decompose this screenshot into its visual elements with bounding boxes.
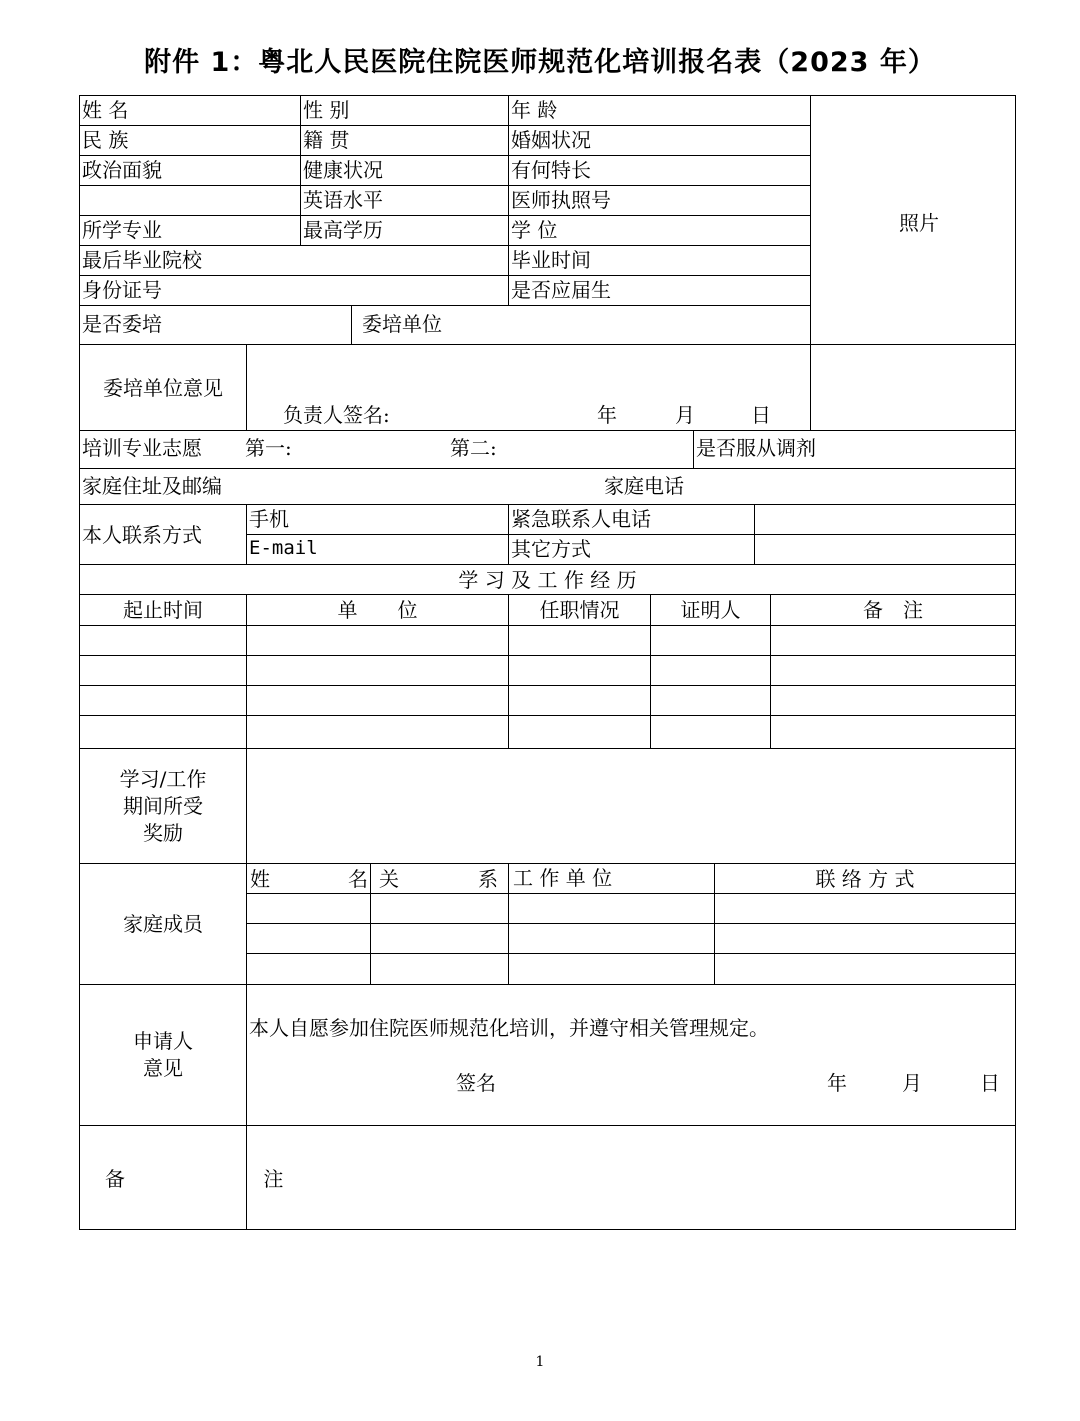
applicant-day-label: 日 xyxy=(980,1071,1000,1095)
history-cell[interactable] xyxy=(246,715,509,749)
month-label: 月 xyxy=(675,403,695,427)
emergency-phone-label: 紧急联系人电话 xyxy=(508,504,755,535)
remarks-label: 备 注 xyxy=(105,1167,350,1191)
history-cell[interactable] xyxy=(508,625,651,656)
blank-cell[interactable] xyxy=(754,504,1016,535)
blank-cell[interactable] xyxy=(754,534,1016,565)
family-cell[interactable] xyxy=(714,923,1016,954)
name-label: 姓 名 xyxy=(79,95,301,126)
commissioned-label: 是否委培 xyxy=(79,305,352,345)
family-cell[interactable] xyxy=(508,923,715,954)
first-choice-label: 第一: xyxy=(245,436,292,460)
commission-opinion-label: 委培单位意见 xyxy=(79,344,247,431)
accept-adjustment-label: 是否服从调剂 xyxy=(693,430,1016,469)
applicant-month-label: 月 xyxy=(902,1071,922,1095)
remarks-box[interactable] xyxy=(246,1125,1016,1230)
degree-label: 学 位 xyxy=(508,215,811,246)
specialty-label: 有何特长 xyxy=(508,155,811,186)
history-cell[interactable] xyxy=(650,715,771,749)
principal-sign-label: 负责人签名: xyxy=(283,403,390,427)
year-label: 年 xyxy=(597,403,617,427)
family-header-name xyxy=(246,863,371,894)
age-label: 年 龄 xyxy=(508,95,811,126)
family-cell[interactable] xyxy=(508,953,715,985)
family-label: 家庭成员 xyxy=(79,863,247,985)
id-card-label: 身份证号 xyxy=(79,275,509,306)
address-label: 家庭住址及邮编 xyxy=(82,474,222,498)
form-title: 附件 1：粤北人民医院住院医师规范化培训报名表（2023 年） xyxy=(144,47,936,78)
ethnicity-label: 民 族 xyxy=(79,125,301,156)
history-cell[interactable] xyxy=(508,655,651,686)
family-header-workplace: 工 作 单 位 xyxy=(508,863,715,894)
history-cell[interactable] xyxy=(79,715,247,749)
history-cell[interactable] xyxy=(79,625,247,656)
license-number-label: 医师执照号 xyxy=(508,185,811,216)
family-header-contact: 联 络 方 式 xyxy=(714,863,1016,894)
history-cell[interactable] xyxy=(650,625,771,656)
health-status-label: 健康状况 xyxy=(300,155,509,186)
family-cell[interactable] xyxy=(370,923,509,954)
english-level-label: 英语水平 xyxy=(300,185,509,216)
history-cell[interactable] xyxy=(770,655,1016,686)
second-choice-label: 第二: xyxy=(450,436,497,460)
history-cell[interactable] xyxy=(79,685,247,716)
training-preference-row[interactable] xyxy=(79,430,694,469)
fresh-graduate-label: 是否应届生 xyxy=(508,275,811,306)
marital-status-label: 婚姻状况 xyxy=(508,125,811,156)
history-cell[interactable] xyxy=(650,685,771,716)
remarks-label-cell xyxy=(79,1125,350,1230)
home-phone-label: 家庭电话 xyxy=(604,474,684,498)
applicant-statement: 本人自愿参加住院医师规范化培训，并遵守相关管理规定。 xyxy=(249,1016,769,1040)
signature-label: 签名 xyxy=(456,1071,496,1095)
blank-cell[interactable] xyxy=(79,185,301,216)
family-header-name-1: 姓 xyxy=(250,867,270,891)
applicant-opinion-label: 申请人意见 xyxy=(79,984,247,1126)
applicant-year-label: 年 xyxy=(827,1071,847,1095)
education-label: 最高学历 xyxy=(300,215,509,246)
history-cell[interactable] xyxy=(770,715,1016,749)
family-cell[interactable] xyxy=(508,893,715,924)
history-cell[interactable] xyxy=(770,685,1016,716)
history-header-witness: 证明人 xyxy=(650,594,771,626)
family-header-relation-1: 关 xyxy=(379,867,399,891)
training-preference-label: 培训专业志愿 xyxy=(82,436,202,460)
history-cell[interactable] xyxy=(246,685,509,716)
mobile-label: 手机 xyxy=(246,504,509,535)
email-label: E-mail xyxy=(246,534,509,565)
history-cell[interactable] xyxy=(650,655,771,686)
history-header-period: 起止时间 xyxy=(79,594,247,626)
contact-label: 本人联系方式 xyxy=(79,504,247,565)
history-cell[interactable] xyxy=(508,685,651,716)
history-header-unit: 单 位 xyxy=(246,594,509,626)
family-cell[interactable] xyxy=(246,923,371,954)
native-place-label: 籍 贯 xyxy=(300,125,509,156)
family-cell[interactable] xyxy=(370,893,509,924)
photo-box[interactable] xyxy=(810,95,1016,345)
day-label: 日 xyxy=(751,403,771,427)
commission-opinion-box[interactable] xyxy=(246,344,811,431)
history-cell[interactable] xyxy=(246,655,509,686)
graduation-time-label: 毕业时间 xyxy=(508,245,811,276)
history-cell[interactable] xyxy=(246,625,509,656)
photo-label: 照片 xyxy=(899,211,939,235)
family-header-relation xyxy=(370,863,509,894)
address-row[interactable] xyxy=(79,468,1016,505)
family-cell[interactable] xyxy=(714,953,1016,985)
family-cell[interactable] xyxy=(370,953,509,985)
applicant-opinion-box[interactable] xyxy=(246,984,1016,1126)
family-header-name-2: 名 xyxy=(348,867,368,891)
history-cell[interactable] xyxy=(508,715,651,749)
awards-label: 学习/工作期间所受奖励 xyxy=(79,748,247,864)
major-label: 所学专业 xyxy=(79,215,301,246)
family-cell[interactable] xyxy=(246,953,371,985)
family-header-relation-2: 系 xyxy=(478,867,498,891)
other-contact-label: 其它方式 xyxy=(508,534,755,565)
history-header-remarks: 备 注 xyxy=(770,594,1016,626)
awards-box[interactable] xyxy=(246,748,1016,864)
family-cell[interactable] xyxy=(714,893,1016,924)
history-cell[interactable] xyxy=(79,655,247,686)
commission-unit-label: 委培单位 xyxy=(351,305,811,345)
gender-label: 性 别 xyxy=(300,95,509,126)
history-section-title: 学 习 及 工 作 经 历 xyxy=(79,564,1016,595)
history-header-position: 任职情况 xyxy=(508,594,651,626)
political-status-label: 政治面貌 xyxy=(79,155,301,186)
history-cell[interactable] xyxy=(770,625,1016,656)
family-cell[interactable] xyxy=(246,893,371,924)
school-label: 最后毕业院校 xyxy=(79,245,509,276)
page-number: 1 xyxy=(535,1354,545,1370)
blank-cell[interactable] xyxy=(810,344,1016,431)
